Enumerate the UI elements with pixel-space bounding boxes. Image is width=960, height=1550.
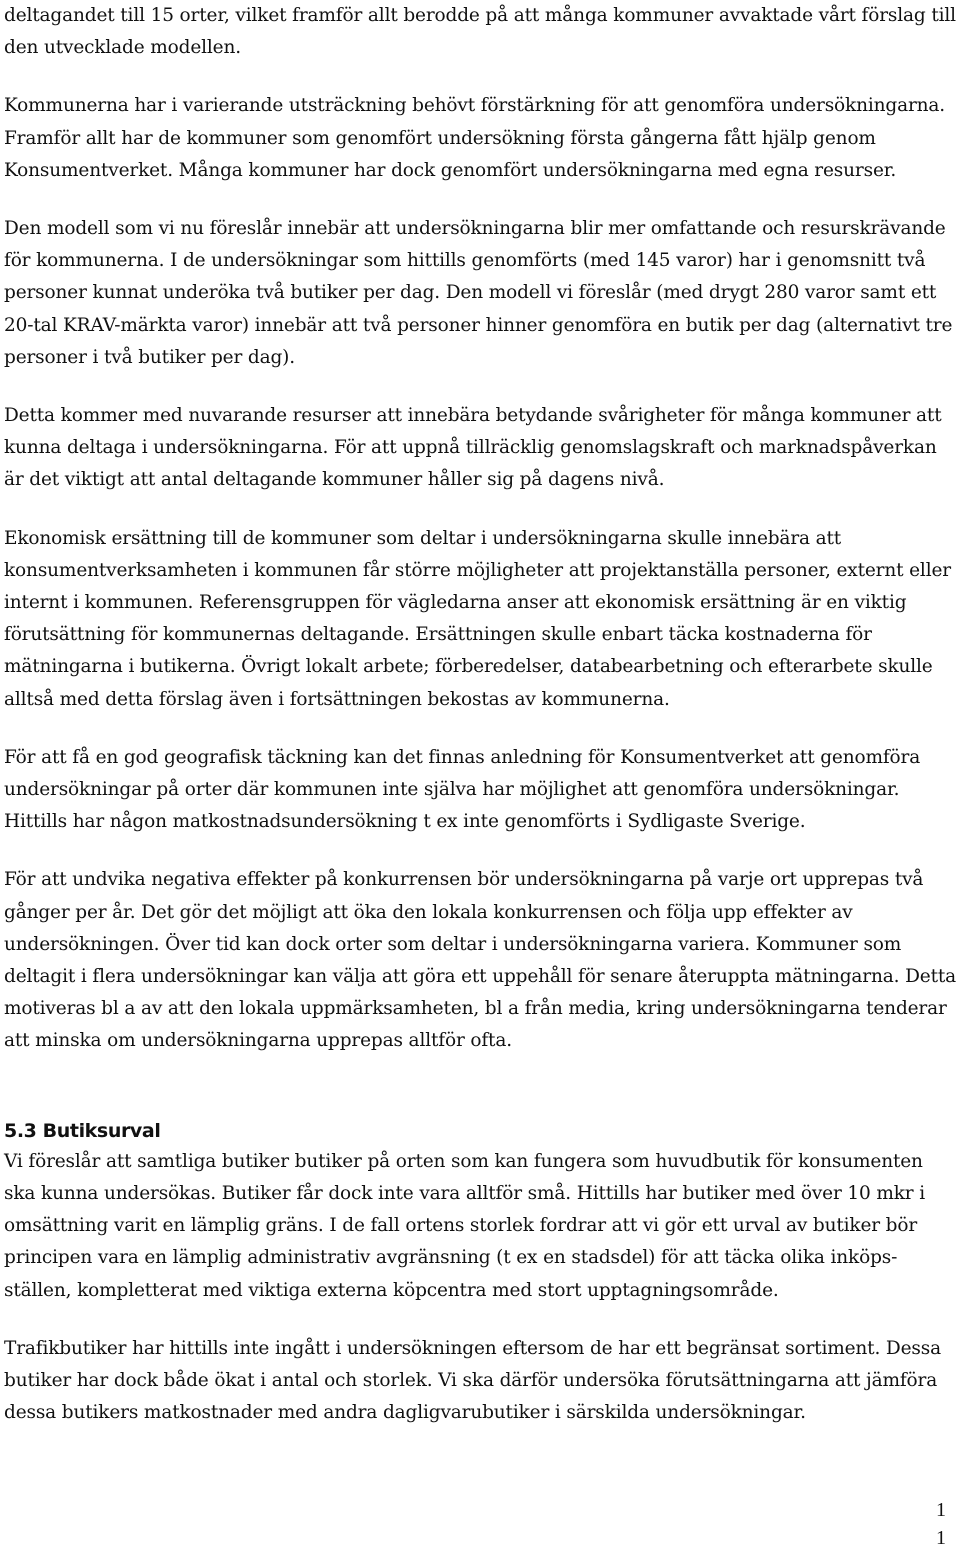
- page-number: 1: [936, 1499, 946, 1521]
- paragraph-2: Kommunerna har i varierande utsträckning behövt förstärkning för att genomföra undersökningarna. Framför allt har de kommuner som genomfört undersökning första gångerna fått hjälp genom Konsumentverket. Många kommuner har dock genomfört undersökningarna med egna resurser.: [4, 95, 946, 181]
- page-number-secondary: 1: [936, 1527, 946, 1549]
- paragraph-1: deltagandet till 15 orter, vilket framför allt berodde på att många kommuner avvaktade vårt förslag till den utvecklade modellen.: [4, 5, 956, 59]
- paragraph-6: För att få en god geografisk täckning kan det finnas anledning för Konsumentverket att genomföra undersökningar på orter där kommunen inte själva har möjlighet att genomföra undersökningar. Hittills har någon matkostnadsundersökning t ex inte genomförts i Sydligaste Sverige.: [4, 746, 921, 833]
- document-page: [4, 0, 958, 1429]
- section-heading: 5.3 Butiksurval: [4, 1119, 161, 1142]
- section-paragraph-1: Vi föreslår att samtliga butiker butiker på orten som kan fungera som huvudbutik för konsumenten ska kunna undersökas. Butiker får dock inte vara alltför små. Hittills har butiker med över 10 mkr i omsättning varit en lämplig gräns. I de fall ortens storlek fordrar att vi gör ett urval av butiker bör principen vara en lämplig administrativ avgränsning (t ex en stadsdel) för att täcka olika inköps-ställen, kompletterat med viktiga externa köpcentra med stort upptagningsområde.: [4, 1150, 926, 1301]
- paragraph-3: Den modell som vi nu föreslår innebär att undersökningarna blir mer omfattande och resurskrävande för kommunerna. I de undersökningar som hittills genomförts (med 145 varor) har i genomsnitt två personer kunnat underöka två butiker per dag. Den modell vi föreslår (med drygt 280 varor samt ett 20-tal KRAV-märkta varor) innebär att två personer hinner genomföra en butik per dag (alternativt tre personer i två butiker per dag).: [4, 218, 953, 368]
- section-paragraph-2: Trafikbutiker har hittills inte ingått i undersökningen eftersom de har ett begränsat sortiment. Dessa butiker har dock både ökat i antal och storlek. Vi ska därför undersöka förutsättningarna att jämföra dessa butikers matkostnader med andra dagligvarubutiker i särskilda undersökningar.: [4, 1337, 941, 1424]
- paragraph-5: Ekonomisk ersättning till de kommuner som deltar i undersökningarna skulle innebära att konsumentverksamheten i kommunen får större möjligheter att projektanställa personer, externt eller internt i kommunen. Referensgruppen för vägledarna anser att ekonomisk ersättning är en viktig förutsättning för kommunernas deltagande. Ersättningen skulle enbart täcka kostnaderna för mätningarna i butikerna. Övrigt lokalt arbete; förberedelser, databearbetning och efterarbete skulle alltså med detta förslag även i fortsättningen bekostas av kommunerna.: [4, 527, 951, 710]
- paragraph-7: För att undvika negativa effekter på konkurrensen bör undersökningarna på varje ort upprepas två gånger per år. Det gör det möjligt att öka den lokala konkurrensen och följa upp effekter av undersökningen. Över tid kan dock orter som deltar i undersökningarna variera. Kommuner som deltagit i flera undersökningar kan välja att göra ett uppehåll för senare återuppta mätningarna. Detta motiveras bl a av att den lokala uppmärksamheten, bl a från media, kring undersökningarna tenderar att minska om undersökningarna upprepas alltför ofta.: [4, 869, 957, 1052]
- paragraph-4: Detta kommer med nuvarande resurser att innebära betydande svårigheter för många kommuner att kunna deltaga i undersökningarna. För att uppnå tillräcklig genomslagskraft och marknadspåverkan är det viktigt att antal deltagande kommuner håller sig på dagens nivå.: [4, 405, 942, 491]
